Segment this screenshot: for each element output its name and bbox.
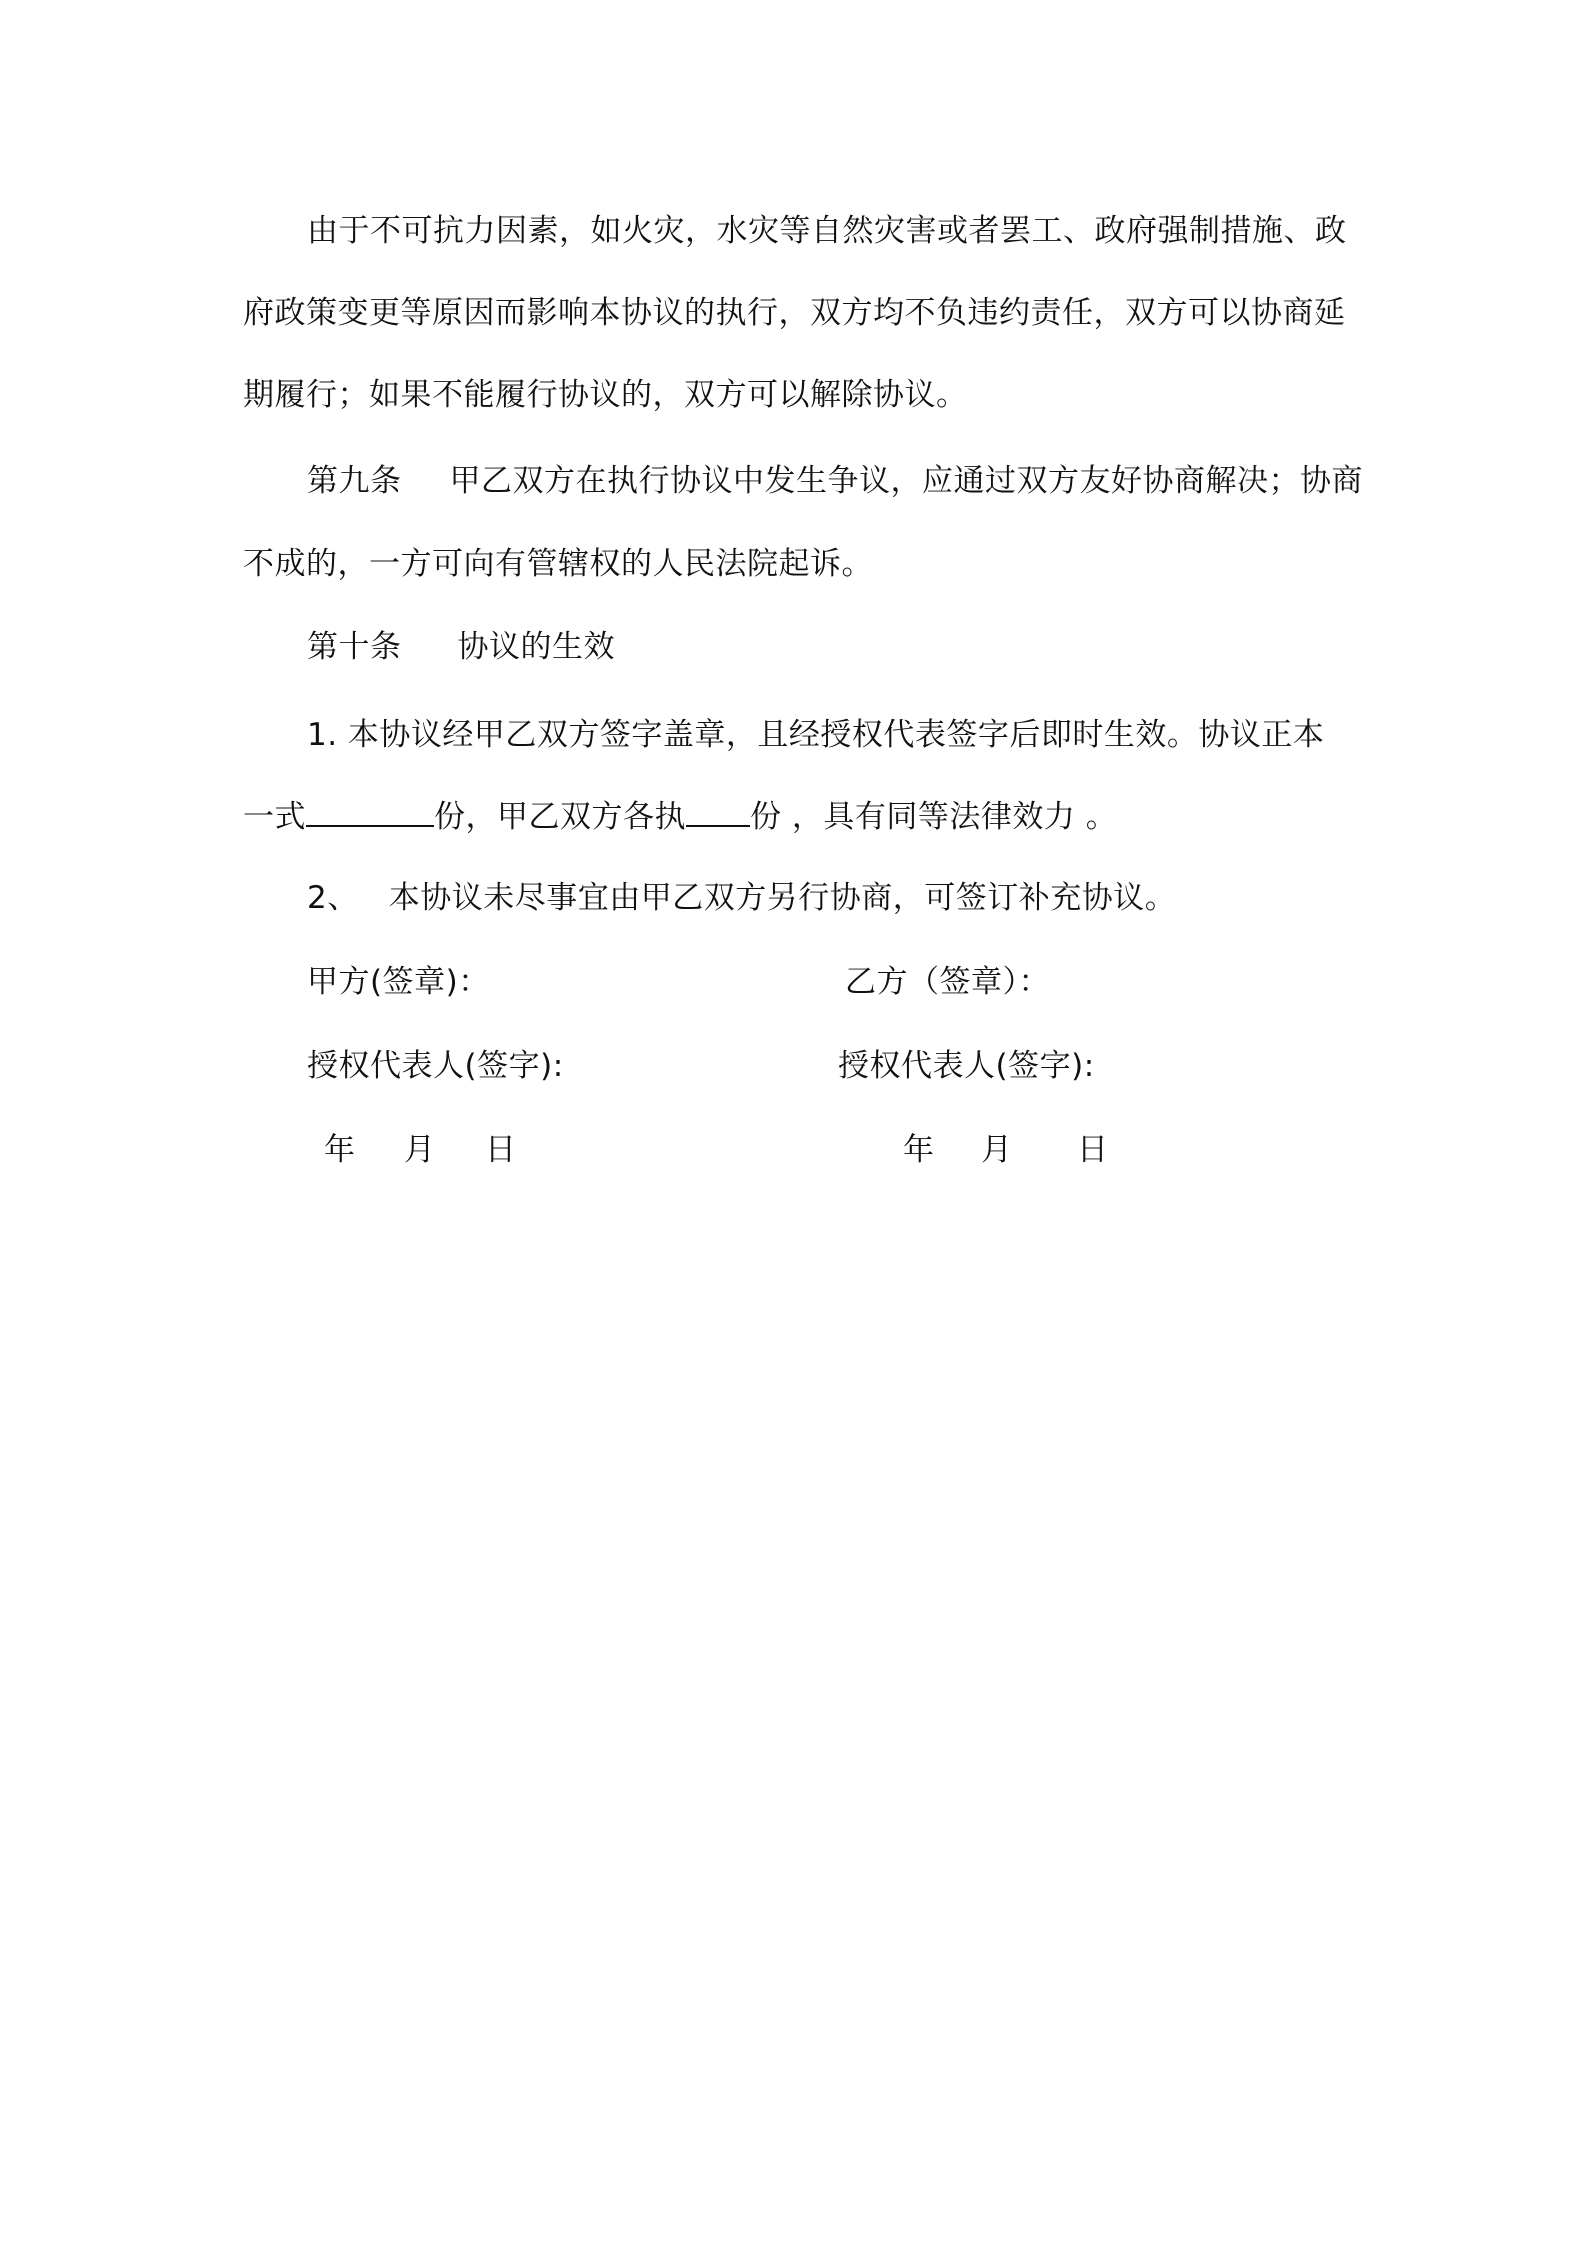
- clause-1-mid: 份，甲乙双方各执: [434, 799, 686, 835]
- article-9-line-1: [307, 461, 1363, 501]
- article-10-title: 协议的生效: [457, 629, 615, 665]
- copies-total-blank: [306, 795, 434, 827]
- article-9-heading: 第九条: [307, 463, 402, 499]
- party-b-year: 年: [903, 1132, 935, 1168]
- clause-1-line-2: [243, 795, 1117, 837]
- clause-1-prefix: 一式: [243, 799, 306, 835]
- party-a-year: 年: [324, 1132, 356, 1168]
- clause-1-line-1: 1. 本协议经甲乙双方签字盖章，且经授权代表签字后即时生效。协议正本: [307, 717, 1325, 753]
- party-a-seal-label: 甲方(签章)：: [307, 964, 490, 1000]
- article-9-text-1: 甲乙双方在执行协议中发生争议，应通过双方友好协商解决；协商: [449, 463, 1363, 499]
- force-majeure-line-2: 府政策变更等原因而影响本协议的执行，双方均不负违约责任，双方可以协商延: [243, 295, 1346, 331]
- article-10-heading-line: [307, 627, 615, 667]
- party-a-month: 月: [404, 1132, 436, 1168]
- force-majeure-line-3: 期履行；如果不能履行协议的，双方可以解除协议。: [243, 377, 968, 413]
- copies-each-blank: [686, 795, 750, 827]
- clause-2-line: [307, 878, 1176, 918]
- party-b-seal-label: 乙方（签章）：: [845, 964, 1050, 1000]
- party-b-month: 月: [981, 1132, 1013, 1168]
- party-a-rep-label: 授权代表人(签字):: [307, 1048, 564, 1084]
- party-b-day: 日: [1077, 1132, 1109, 1168]
- clause-1-suffix: 份 ，具有同等法律效力 。: [750, 799, 1118, 835]
- party-a-day: 日: [485, 1132, 517, 1168]
- article-10-heading: 第十条: [307, 629, 402, 665]
- force-majeure-line-1: 由于不可抗力因素，如火灾，水灾等自然灾害或者罢工、政府强制措施、政: [307, 213, 1347, 249]
- clause-2-number: 2、: [307, 880, 359, 916]
- article-9-line-2: 不成的，一方可向有管辖权的人民法院起诉。: [243, 546, 873, 582]
- party-b-rep-label: 授权代表人(签字):: [838, 1048, 1095, 1084]
- clause-2-text: 本协议未尽事宜由甲乙双方另行协商，可签订补充协议。: [388, 880, 1177, 916]
